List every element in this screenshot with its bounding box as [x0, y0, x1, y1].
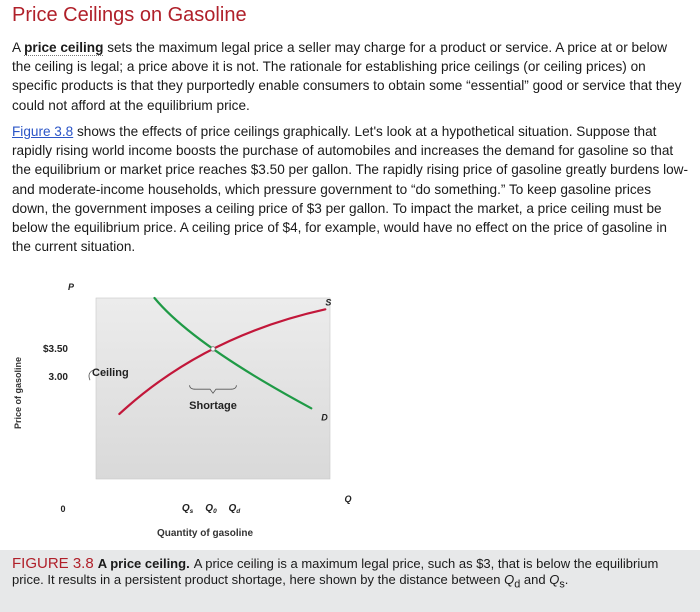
caption-end: . [564, 572, 569, 587]
y-axis-label: Price of gasoline [13, 356, 23, 430]
page-title: Price Ceilings on Gasoline [12, 4, 247, 26]
ceiling-label: Ceiling [92, 367, 129, 380]
shortage-label: Shortage [189, 400, 237, 413]
demand-label: D [321, 412, 328, 423]
plot-area [96, 298, 330, 479]
x-tick-label: $Q_d$ [228, 503, 241, 515]
figure-label: FIGURE 3.8 [12, 555, 94, 572]
equilibrium-point [211, 347, 215, 351]
price-ceiling-chart [0, 278, 420, 538]
figure-explanation-paragraph [12, 122, 688, 256]
y-tick-label: $3.50 [42, 343, 68, 355]
caption-text [12, 556, 688, 593]
caption-and: and [520, 572, 550, 587]
qs-symbol: $Q_s$ [549, 572, 565, 591]
origin-label: 0 [60, 504, 66, 514]
y-axis-letter: P [67, 282, 75, 292]
caption-heading: A price ceiling. [97, 556, 190, 571]
para1-lead: A [12, 40, 25, 55]
y-tick-label: 3.00 [48, 372, 68, 384]
supply-label: S [325, 297, 332, 308]
para2-text: shows the effects of price ceilings graphically. Let's look at a hypothetical situation. Suppose that rapidly rising world income boosts the purchase of automobiles and increases the demand for gasoline so that the equilibrium or market price reaches $3.50 per gallon. The rapidly rising price of gasoline greatly burdens low- and moderate-income households, which pressure government to “do something.” To keep gasoline prices down, the government imposes a ceiling price of $3 per gallon. To impact the market, a price ceiling must be below the equilibrium price. A ceiling price of $4, for example, would have no effect on the price of gasoline in the current situation. [12, 124, 689, 255]
figure-3-8-link[interactable]: Figure 3.8 [12, 124, 74, 139]
figure-3-8 [0, 278, 700, 612]
qd-symbol: $Q_d$ [504, 572, 521, 591]
figure-caption [0, 550, 700, 612]
x-axis-letter: Q [344, 494, 352, 504]
para1-text: sets the maximum legal price a seller may charge for a product or service. A price at or below the ceiling is legal; a price above it is not. The rationale for establishing price ceilings (or ceiling prices) on specific products is that they purportedly enable consumers to obtain some “essential” good or service that they could not afford at the equilibrium price. [12, 40, 682, 113]
x-axis-label: Quantity of gasoline [156, 528, 254, 538]
x-tick-label: $Q_0$ [205, 503, 217, 515]
x-tick-label: $Q_s$ [181, 503, 194, 515]
caption-body: A price ceiling is a maximum legal price, such as $3, that is below the equilibrium price. It results in a persistent product shortage, here shown by the distance between [12, 556, 659, 587]
price-ceiling-term[interactable]: price ceiling [24, 40, 104, 55]
intro-paragraph [12, 38, 688, 115]
